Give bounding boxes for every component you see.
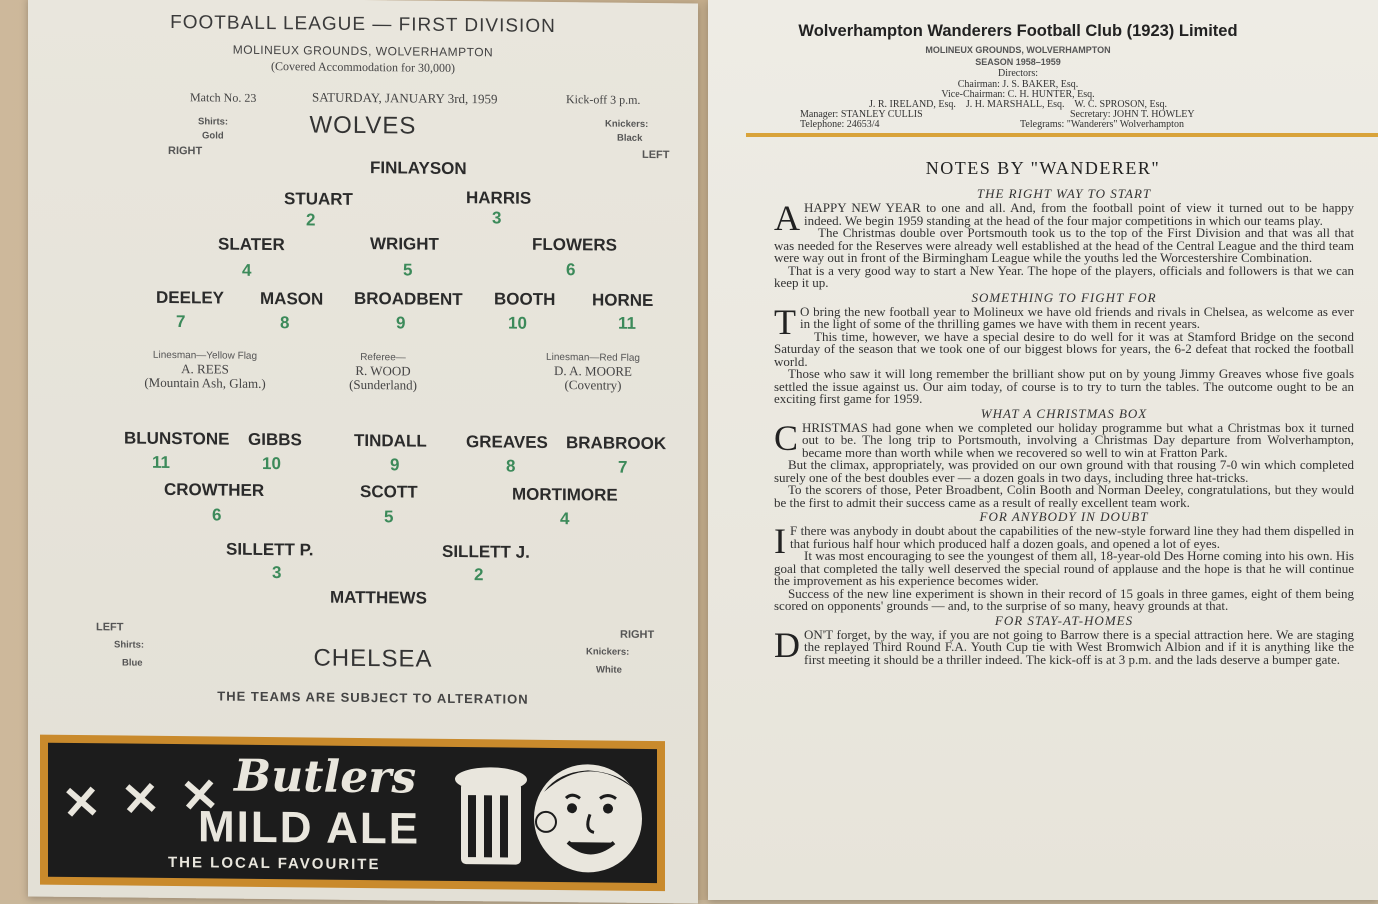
notes-title: NOTES BY "WANDERER"	[925, 158, 1161, 178]
official-place: (Mountain Ash, Glam.)	[144, 374, 266, 391]
home-knickers-colour: Black	[617, 132, 643, 144]
home-player-11: HORNE	[592, 290, 654, 311]
match-number: Match No. 23	[190, 90, 257, 105]
chairman: Chairman: J. S. BAKER, Esq.	[957, 79, 1079, 90]
secretary: Secretary: JOHN T. HOWLEY	[1070, 109, 1195, 120]
beer-drinker-icon	[448, 751, 653, 881]
left-page-team-sheet	[28, 0, 698, 904]
official-role: Referee—	[360, 351, 406, 364]
away-number-10: 10	[262, 453, 281, 474]
right-ground: MOLINEUX GROUNDS, WOLVERHAMPTON	[925, 45, 1111, 55]
official-name: A. REES	[181, 361, 229, 377]
section-anybody-in-doubt	[774, 509, 1354, 613]
home-left-label: LEFT	[642, 148, 670, 162]
paragraph: But the climax, appropriately, was provided on our own ground with that rousing 7-0 win which completed surely one of the best doubles ever — a dozen goals in two days, including three hat-tricks.	[774, 457, 1354, 485]
kickoff-time: Kick-off 3 p.m.	[566, 92, 641, 107]
official-name: R. WOOD	[355, 362, 411, 379]
away-goalkeeper: MATTHEWS	[330, 587, 427, 608]
butlers-ad	[48, 743, 657, 883]
away-knickers-colour: White	[596, 664, 622, 676]
home-player-6: FLOWERS	[532, 234, 617, 255]
home-number-2: 2	[306, 210, 316, 230]
official-place: (Sunderland)	[349, 376, 417, 393]
away-number-8: 8	[506, 456, 516, 476]
away-player-3: SILLETT P.	[226, 539, 314, 560]
away-number-2: 2	[474, 565, 484, 585]
away-knickers-label: Knickers:	[586, 646, 630, 658]
alteration-notice: THE TEAMS ARE SUBJECT TO ALTERATION	[217, 688, 529, 707]
directors-list: J. R. IRELAND, Esq. J. H. MARSHALL, Esq. W. C. SPROSON, Esq.	[868, 99, 1168, 110]
drop-cap: T	[774, 301, 796, 342]
away-team-name: CHELSEA	[313, 644, 433, 673]
drop-cap: C	[774, 417, 799, 458]
section-heading: FOR ANYBODY IN DOUBT	[979, 509, 1149, 524]
home-shirts-colour: Gold	[202, 130, 224, 142]
official-place: (Coventry)	[564, 377, 622, 393]
match-date: SATURDAY, JANUARY 3rd, 1959	[312, 89, 498, 107]
referee	[318, 352, 448, 394]
official-role: Linesman—Yellow Flag	[152, 349, 258, 362]
away-shirts-colour: Blue	[122, 657, 143, 669]
away-player-9: TINDALL	[354, 430, 427, 451]
league-heading: FOOTBALL LEAGUE — FIRST DIVISION	[170, 11, 556, 38]
section-heading: WHAT A CHRISTMAS BOX	[980, 405, 1148, 421]
home-player-4: SLATER	[218, 234, 285, 255]
covered-accommodation: (Covered Accommodation for 30,000)	[271, 59, 455, 75]
away-number-4: 4	[560, 509, 570, 529]
orange-rule	[746, 133, 1378, 137]
paragraph: It was most encouraging to see the youngest of them all, 18-year-old Des Horne coming into his own. His goal that completed the tally well deserved the special round of applause and the hope is that he will continue the improvement as his experience becomes wider.	[774, 548, 1354, 588]
linesman-yellow	[120, 349, 290, 392]
away-number-9: 9	[390, 455, 400, 475]
home-number-10: 10	[508, 313, 527, 333]
ad-product: MILD ALE	[198, 802, 421, 854]
home-player-5: WRIGHT	[370, 234, 439, 254]
season: SEASON 1958–1959	[975, 57, 1061, 67]
home-number-8: 8	[280, 313, 290, 333]
paragraph: This time, however, we have a special desire to do well for it was at Stamford Bridge on the second Saturday of the season that we took one of our biggest blows for years, the 6-2 defeat that rocked the football world.	[774, 328, 1354, 369]
paragraph: That is a very good way to start a New Year. The hope of the players, officials and followers is that we can keep it up.	[774, 262, 1354, 290]
home-right-label: RIGHT	[168, 144, 203, 158]
away-player-7: BRABROOK	[566, 433, 667, 454]
directors-label: Directors:	[998, 68, 1038, 79]
away-player-2: SILLETT J.	[442, 541, 530, 562]
paragraph: The Christmas double over Portsmouth took us to the top of the First Division and that was all that was needed for the Reserves were already well established at the head of the Central League and the third team were way out in front of the Birmingham League while the youths led the Worcestershire Combination.	[774, 225, 1354, 265]
away-number-3: 3	[272, 563, 282, 583]
drop-cap: D	[774, 624, 800, 665]
paragraph: Success of the new line experiment is shown in their record of 15 goals in three games, eight of them being scored on opponents' grounds — and, to the surprise of so many, heavy grounds at that.	[774, 585, 1354, 613]
away-player-11: BLUNSTONE	[124, 428, 230, 449]
manager: Manager: STANLEY CULLIS	[800, 109, 923, 120]
paragraph: O bring the new football year to Molineux we have old friends and rivals in Chelsea, as welcome as ever in the light of some of the thrilling games we have with them in recent years.	[800, 303, 1354, 331]
home-player-goalkeeper: FINLAYSON	[370, 158, 467, 179]
section-christmas-box	[774, 406, 1354, 510]
section-heading: FOR STAY-AT-HOMES	[994, 612, 1134, 628]
section-heading: THE RIGHT WAY TO START	[976, 186, 1152, 201]
ground-name: MOLINEUX GROUNDS, WOLVERHAMPTON	[232, 42, 494, 60]
paragraph: ON'T forget, by the way, if you are not going to Barrow there is a special attraction here. We are staging the replayed Third Round F.A. Youth Cup tie with West Bromwich Albion and if it is anything like the first meeting it should be a thriller indeed. The kick-off is at 3 p.m. and the lads deserve a bumper gate.	[804, 626, 1354, 667]
home-number-11: 11	[618, 313, 636, 333]
away-player-6: CROWTHER	[164, 479, 265, 500]
drop-cap: A	[774, 198, 800, 238]
away-player-8: GREAVES	[466, 432, 548, 452]
home-shirts-label: Shirts:	[198, 116, 229, 128]
telegrams: Telegrams: "Wanderers" Wolverhampton	[1020, 119, 1184, 130]
club-name: Wolverhampton Wanderers Football Club (1923) Limited	[798, 22, 1238, 40]
official-role: Linesman—Red Flag	[546, 351, 640, 364]
home-player-9: BROADBENT	[354, 288, 463, 310]
home-number-7: 7	[176, 312, 186, 332]
paragraph: F there was anybody in doubt about the capabilities of the new-style forward line they had them dispelled in that furious half hour which produced half a dozen goals, and opened a lot of eyes.	[790, 523, 1354, 551]
paragraph: Those who saw it will long remember the brilliant show put on by young Jimmy Greaves whose five goals settled the issue against us. Our aim today, of course is to try to turn the tables. The outcome ought to be an exciting first game for 1959.	[774, 366, 1354, 406]
home-number-4: 4	[242, 260, 252, 280]
home-number-3: 3	[492, 208, 502, 228]
home-player-10: BOOTH	[494, 289, 556, 310]
away-right-label: RIGHT	[620, 628, 655, 642]
away-number-6: 6	[212, 505, 222, 525]
away-shirts-label: Shirts:	[114, 639, 145, 651]
linesman-red	[518, 352, 668, 395]
section-something-to-fight-for	[774, 290, 1354, 406]
home-player-8: MASON	[260, 288, 324, 309]
home-team-name: WOLVES	[309, 111, 417, 140]
paragraph: HRISTMAS had gone when we completed our holiday programme but what a Christmas box it turned out to be. The long trip to Portsmouth, involving a Christmas Day departure from Wolverhampton, became more than worth while when we recovered so well to win at Fratton Park.	[802, 419, 1354, 460]
right-page-notes	[708, 0, 1378, 900]
away-number-5: 5	[384, 507, 394, 527]
home-player-7: DEELEY	[156, 287, 225, 308]
away-player-10: GIBBS	[248, 429, 302, 450]
vice-chairman: Vice-Chairman: C. H. HUNTER, Esq.	[941, 89, 1095, 100]
butlers-ad-border	[40, 735, 665, 892]
away-number-11: 11	[152, 452, 170, 472]
away-player-5: SCOTT	[360, 481, 418, 502]
notes-body	[774, 186, 1354, 666]
home-player-2: STUART	[284, 189, 353, 209]
home-player-3: HARRIS	[466, 188, 532, 208]
telephone: Telephone: 24653/4	[800, 119, 880, 130]
home-knickers-label: Knickers:	[605, 118, 649, 130]
section-stay-at-homes	[774, 613, 1354, 667]
section-right-way	[774, 186, 1354, 290]
away-player-4: MORTIMORE	[512, 484, 618, 505]
official-name: D. A. MOORE	[553, 363, 632, 379]
home-number-9: 9	[396, 313, 406, 333]
ad-brand: Butlers	[234, 750, 417, 804]
away-number-7: 7	[618, 457, 628, 477]
away-left-label: LEFT	[96, 621, 124, 634]
section-heading: SOMETHING TO FIGHT FOR	[971, 289, 1157, 305]
paragraph: To the scorers of those, Peter Broadbent, Colin Booth and Norman Deeley, congratulations, but they would be the first to admit their success came as a result of really excellent team work.	[774, 482, 1354, 510]
home-number-6: 6	[566, 260, 576, 280]
ad-tagline: THE LOCAL FAVOURITE	[168, 853, 381, 874]
crosses-icon: ✕ ✕ ✕	[60, 767, 225, 830]
paragraph: HAPPY NEW YEAR to one and all. And, from the football point of view it turned out to be happy indeed. We begin 1959 standing at the head of the four major competitions in which our teams play.	[804, 200, 1354, 228]
home-number-5: 5	[403, 260, 413, 280]
drop-cap: I	[774, 521, 786, 561]
